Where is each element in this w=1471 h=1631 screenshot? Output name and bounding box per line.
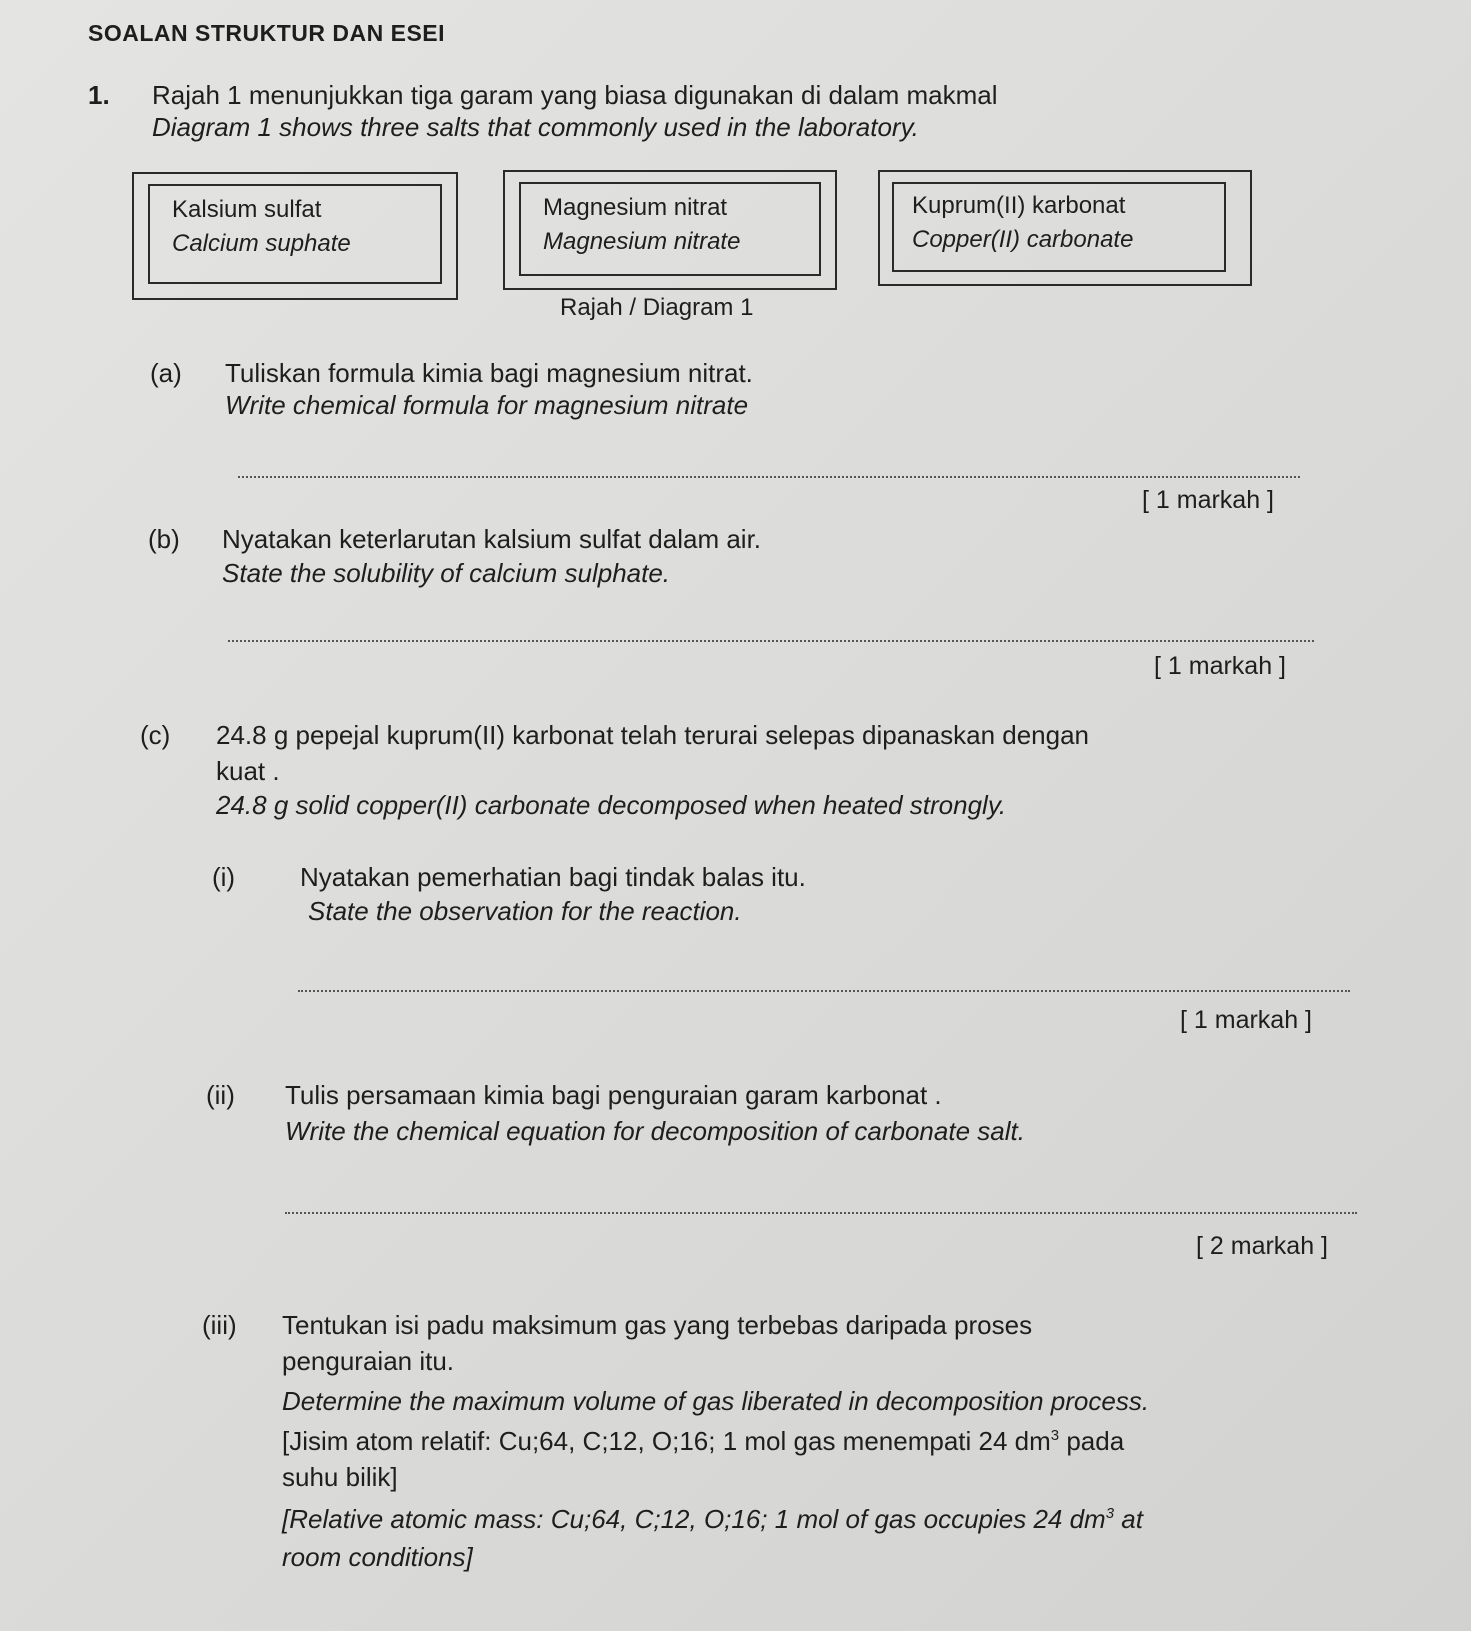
part-b-marks: [ 1 markah ] xyxy=(1154,652,1286,680)
salt-1-ms: Kalsium sulfat xyxy=(172,196,322,223)
part-c-iii-label: (iii) xyxy=(202,1310,237,1340)
question-intro-en: Diagram 1 shows three salts that commonly used in the laboratory. xyxy=(152,112,919,142)
part-c-ms-line1: 24.8 g pepejal kuprum(II) karbonat telah terurai selepas dipanaskan dengan xyxy=(216,720,1090,750)
relative-mass-en-line2: room conditions] xyxy=(282,1542,473,1572)
relative-mass-ms-line2: suhu bilik] xyxy=(282,1462,398,1492)
section-title: SOALAN STRUKTUR DAN ESEI xyxy=(88,20,446,46)
part-a-ms: Tuliskan formula kimia bagi magnesium nitrat. xyxy=(225,358,753,388)
part-c-i-answer-line[interactable] xyxy=(298,990,1350,992)
relative-mass-en-tail: at xyxy=(1114,1504,1143,1534)
part-c-i-marks: [ 1 markah ] xyxy=(1180,1006,1312,1034)
part-a-answer-line[interactable] xyxy=(238,476,1300,478)
salt-1-en: Calcium suphate xyxy=(172,230,351,257)
question-intro-ms: Rajah 1 menunjukkan tiga garam yang biasa digunakan di dalam makmal xyxy=(152,80,998,110)
part-c-ii-marks: [ 2 markah ] xyxy=(1196,1232,1328,1260)
relative-mass-en xyxy=(282,1504,1143,1535)
part-c-ii-ms: Tulis persamaan kimia bagi penguraian garam karbonat . xyxy=(285,1080,942,1110)
part-a-en: Write chemical formula for magnesium nitrate xyxy=(225,390,749,420)
diagram-caption: Rajah / Diagram 1 xyxy=(560,294,754,321)
part-c-i-ms: Nyatakan pemerhatian bagi tindak balas itu. xyxy=(300,862,806,892)
salt-2-ms: Magnesium nitrat xyxy=(543,194,728,221)
part-c-ii-en: Write the chemical equation for decomposition of carbonate salt. xyxy=(285,1116,1025,1146)
part-a-marks: [ 1 markah ] xyxy=(1142,486,1274,514)
part-c-en: 24.8 g solid copper(II) carbonate decomposed when heated strongly. xyxy=(216,790,1007,820)
part-c-ms-line2: kuat . xyxy=(216,756,280,786)
part-c-iii-ms-line2: penguraian itu. xyxy=(282,1346,455,1376)
part-c-i-label: (i) xyxy=(212,862,236,892)
question-number: 1. xyxy=(88,80,110,110)
part-c-label: (c) xyxy=(140,720,171,750)
part-c-ii-label: (ii) xyxy=(206,1080,235,1110)
relative-mass-ms-text: [Jisim atom relatif: Cu;64, C;12, O;16; 1 mol gas menempati 24 dm xyxy=(282,1426,1051,1456)
salt-3-en: Copper(II) carbonate xyxy=(912,226,1134,253)
part-c-ii-answer-line[interactable] xyxy=(285,1212,1357,1214)
part-c-iii-en: Determine the maximum volume of gas liberated in decomposition process. xyxy=(282,1386,1150,1416)
relative-mass-en-text: [Relative atomic mass: Cu;64, C;12, O;16; 1 mol of gas occupies 24 dm xyxy=(282,1504,1106,1534)
part-a-label: (a) xyxy=(150,358,182,388)
part-c-iii-ms-line1: Tentukan isi padu maksimum gas yang terbebas daripada proses xyxy=(282,1310,1033,1340)
part-b-label: (b) xyxy=(148,524,180,554)
part-b-en: State the solubility of calcium sulphate. xyxy=(222,558,671,588)
salt-2-en: Magnesium nitrate xyxy=(543,228,741,255)
part-b-ms: Nyatakan keterlarutan kalsium sulfat dalam air. xyxy=(222,524,762,554)
relative-mass-ms-tail: pada xyxy=(1059,1426,1125,1456)
part-b-answer-line[interactable] xyxy=(228,640,1314,642)
superscript-3: 3 xyxy=(1050,1427,1060,1444)
superscript-3-en: 3 xyxy=(1105,1505,1115,1522)
relative-mass-ms xyxy=(282,1426,1124,1457)
part-c-i-en: State the observation for the reaction. xyxy=(308,896,742,926)
salt-3-ms: Kuprum(II) karbonat xyxy=(912,192,1126,219)
